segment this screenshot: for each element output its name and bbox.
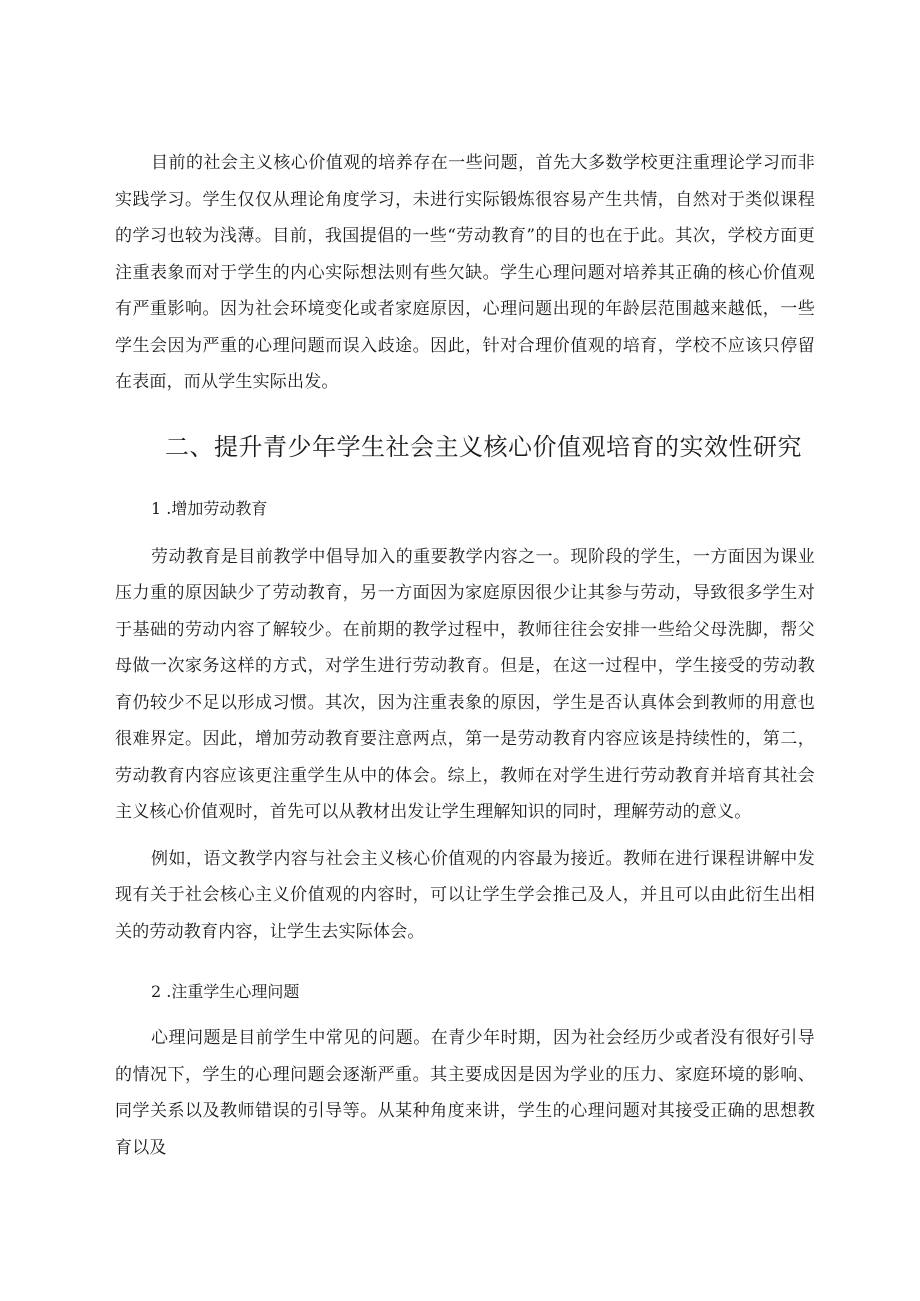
document-page [115,145,815,1166]
section-heading: 二、提升青少年学生社会主义核心价值观培育的实效性研究 [165,432,802,461]
intro-paragraph: 目前的社会主义核心价值观的培养存在一些问题，首先大多数学校更注重理论学习而非实践学习。学生仅仅从理论角度学习，未进行实际锻炼很容易产生共情，自然对于类似课程的学习也较为浅薄。目前，我国提倡的一些“劳动教育”的目的也在于此。其次，学校方面更注重表象而对于学生的内心实际想法则有些欠缺。学生心理问题对培养其正确的核心价值观有严重影响。因为社会环境变化或者家庭原因，心理问题出现的年龄层范围越来越低，一些学生会因为严重的心理问题而误入歧途。因此，针对合理价值观的培育，学校不应该只停留在表面，而从学生实际出发。 [115,153,815,392]
subsection-2-paragraph-1: 心理问题是目前学生中常见的问题。在青少年时期，因为社会经历少或者没有很好引导的情况下，学生的心理问题会逐渐严重。其主要成因是因为学业的压力、家庭环境的影响、同学关系以及教师错误的引导等。从某种角度来讲，学生的心理问题对其接受正确的思想教育以及 [115,1028,815,1158]
subsection-2-title: 2 .注重学生心理问题 [151,982,300,1001]
subsection-1-paragraph-1: 劳动教育是目前教学中倡导加入的重要教学内容之一。现阶段的学生，一方面因为课业压力重的原因缺少了劳动教育，另一方面因为家庭原因很少让其参与劳动，导致很多学生对于基础的劳动内容了解较少。在前期的教学过程中，教师往往会安排一些给父母洗脚，帮父母做一次家务这样的方式，对学生进行劳动教育。但是，在这一过程中，学生接受的劳动教育仍较少不足以形成习惯。其次，因为注重表象的原因，学生是否认真体会到教师的用意也很难界定。因此，增加劳动教育要注意两点，第一是劳动教育内容应该是持续性的，第二，劳动教育内容应该更注重学生从中的体会。综上，教师在对学生进行劳动教育并培育其社会主义核心价值观时，首先可以从教材出发让学生理解知识的同时，理解劳动的意义。 [115,546,815,822]
subsection-1-paragraph-2: 例如，语文教学内容与社会主义核心价值观的内容最为接近。教师在进行课程讲解中发现有关于社会核心主义价值观的内容时，可以让学生学会推己及人，并且可以由此衍生出相关的劳动教育内容，让学生去实际体会。 [115,848,815,942]
subsection-1-title: 1 .增加劳动教育 [151,498,268,518]
